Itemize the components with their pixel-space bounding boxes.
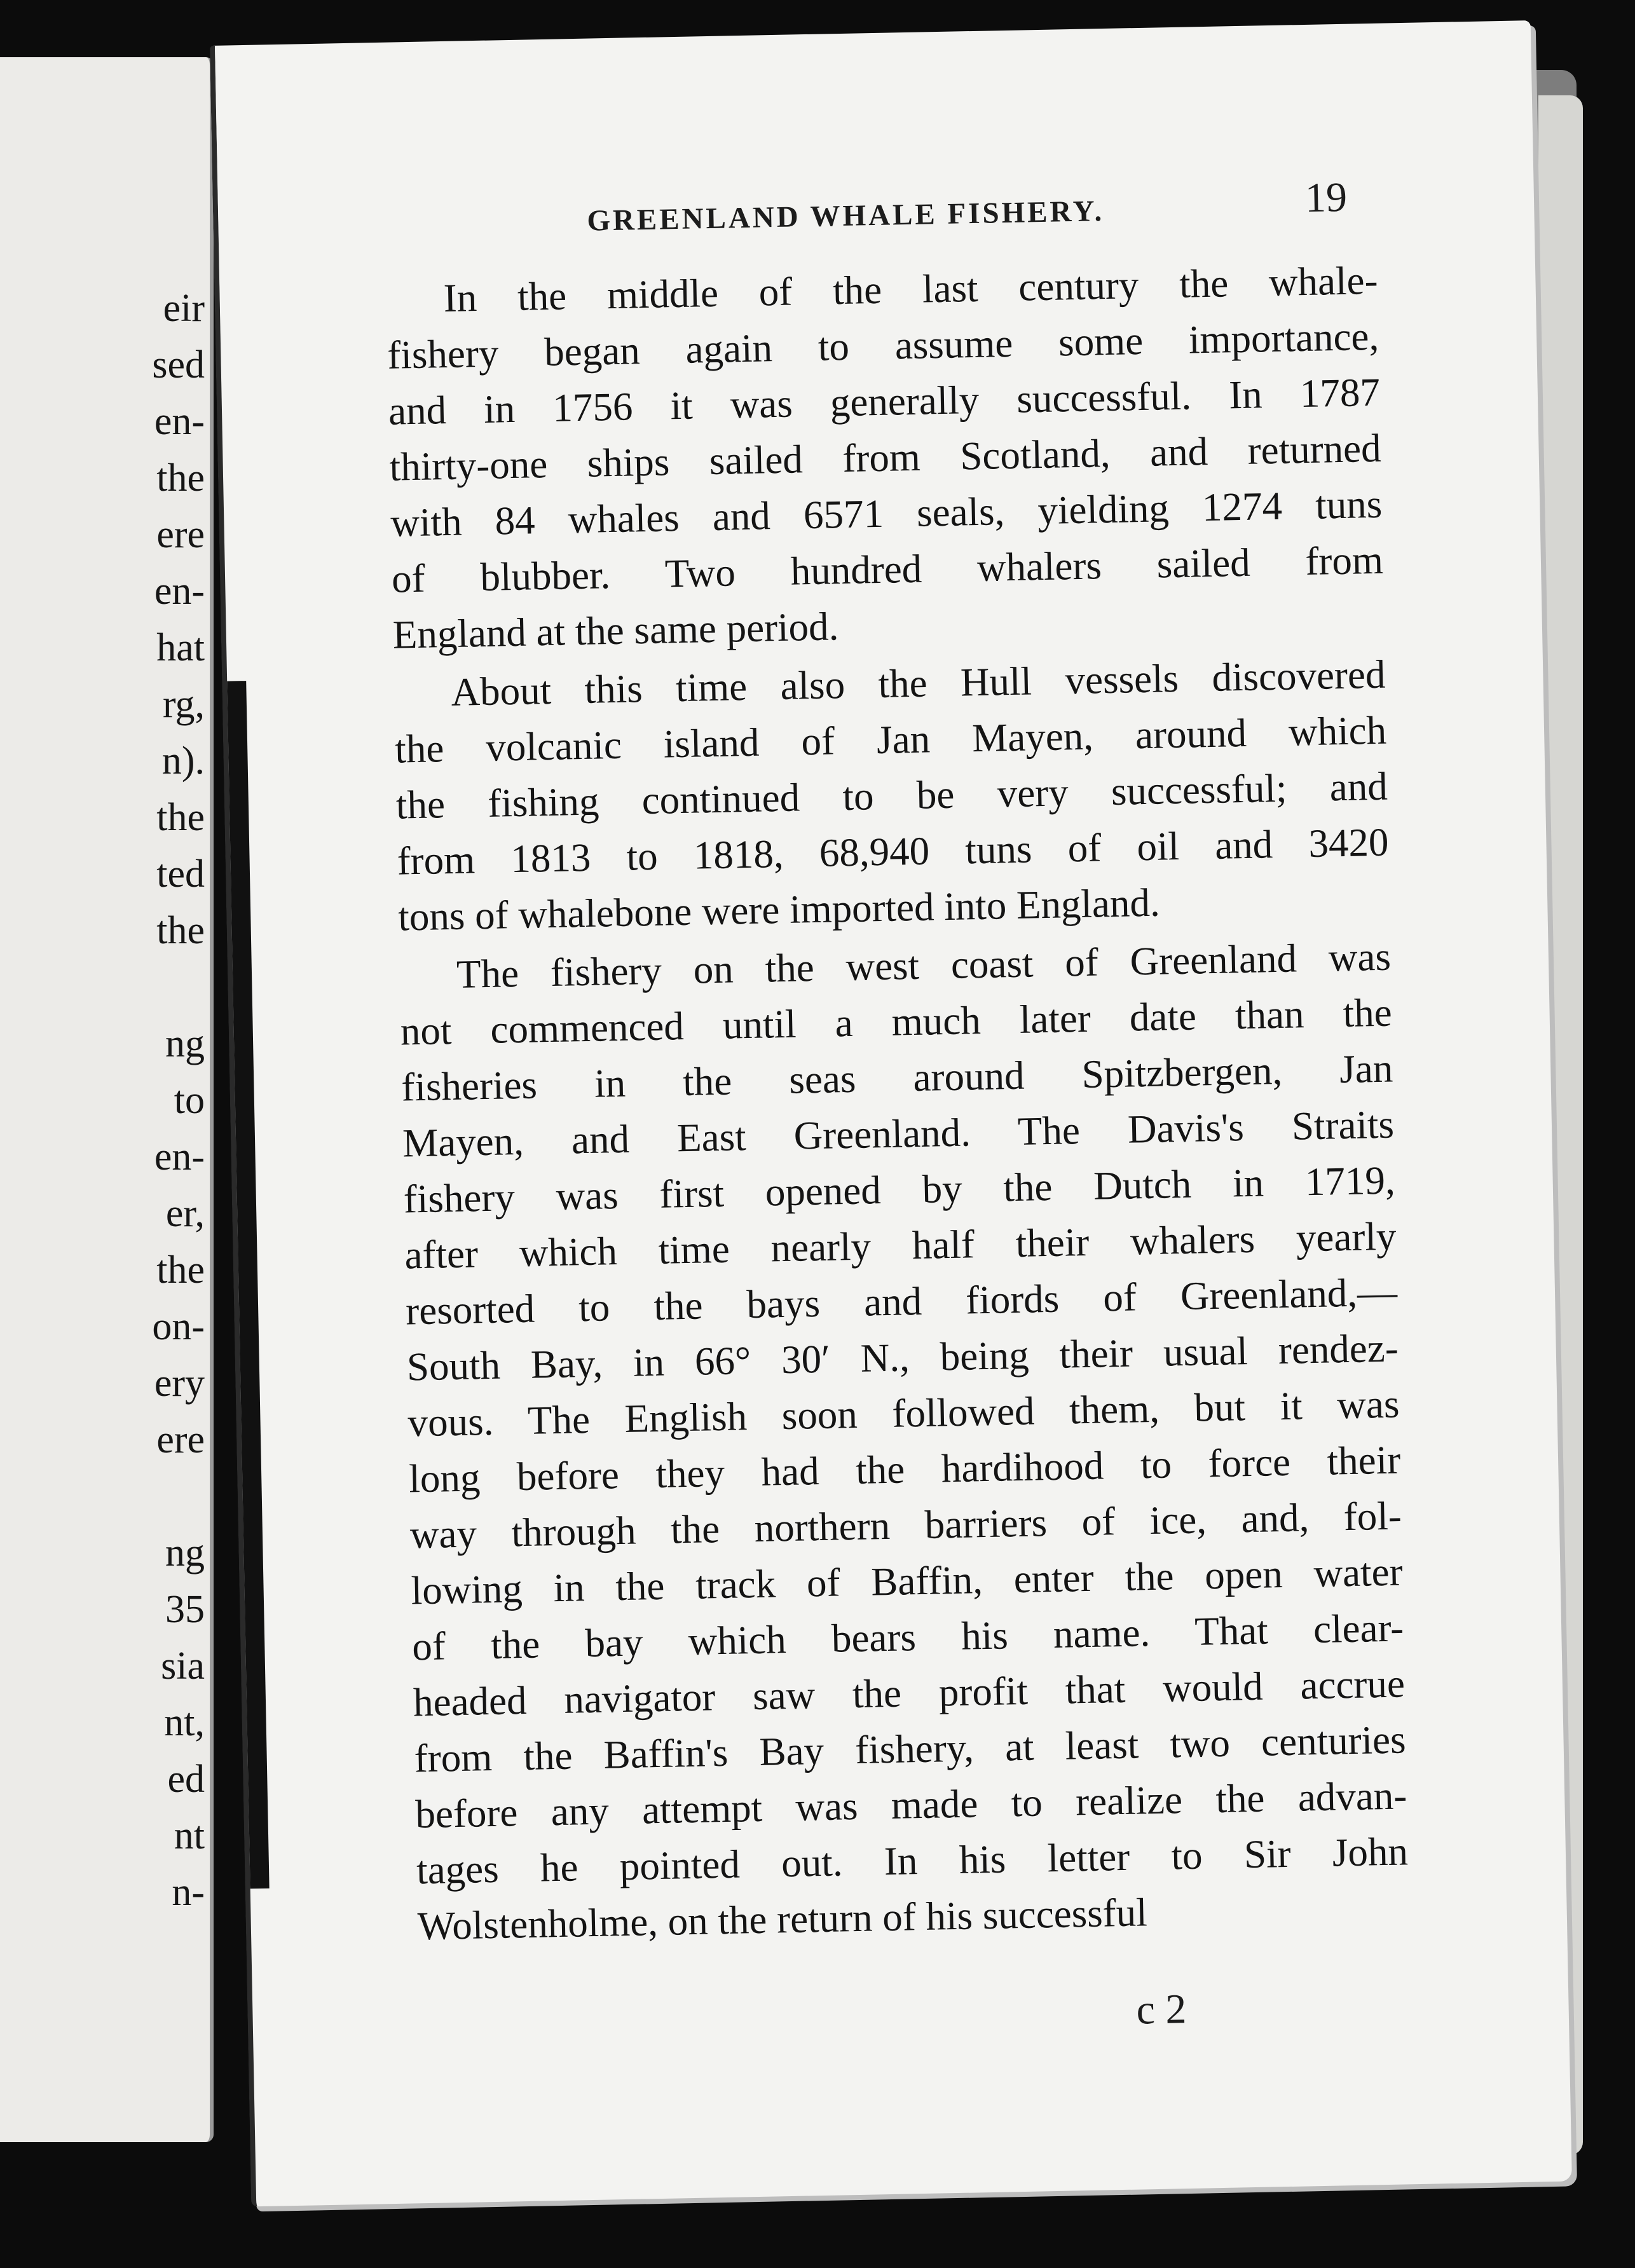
text-line: thirty-one ships sailed from Scotland, and returned <box>389 425 1382 489</box>
binding-gutter <box>227 681 269 1889</box>
signature-mark: c 2 <box>1135 1986 1187 2033</box>
text-line: way through the northern barriers of ice, and, fol- <box>409 1493 1402 1557</box>
paragraph <box>399 929 1409 1955</box>
text-line: lowing in the track of Baffin, enter the open water <box>411 1549 1404 1613</box>
left-page-fragment: ere <box>156 1418 205 1461</box>
left-page-fragment: the <box>156 456 205 500</box>
left-page-fragment: sed <box>152 343 205 386</box>
text-line: resorted to the bays and fiords of Greenland,— <box>405 1269 1398 1334</box>
text-line: fishery was first opened by the Dutch in 1719, <box>403 1158 1396 1222</box>
text-line: from the Baffin's Bay fishery, at least two centuries <box>414 1717 1407 1781</box>
left-page-fragment: ed <box>167 1758 205 1801</box>
left-page-fragment: ery <box>154 1362 205 1405</box>
text-line: long before they had the hardihood to force their <box>408 1437 1401 1501</box>
left-page-fragment: on- <box>152 1305 205 1348</box>
left-page-fragment: ted <box>156 852 205 896</box>
text-line: from 1813 to 1818, 68,940 tuns of oil and 3420 <box>397 819 1390 884</box>
right-page <box>210 20 1572 2206</box>
left-page-fragment: ng <box>165 1531 205 1575</box>
text-line: The fishery on the west coast of Greenland was <box>456 934 1392 997</box>
left-page-fragment: ng <box>165 1022 205 1065</box>
body-text <box>386 252 1410 1954</box>
text-line: tons of whalebone were imported into England. <box>397 880 1161 939</box>
text-line: with 84 whales and 6571 seals, yielding 1274 tuns <box>390 481 1383 545</box>
left-page-fragment: eir <box>163 287 205 330</box>
paragraph <box>386 252 1385 663</box>
text-line: after which time nearly half their whalers yearly <box>404 1213 1397 1278</box>
page-number: 19 <box>1304 174 1348 221</box>
left-page-fragment: rg, <box>162 683 205 726</box>
text-line: the fishing continued to be very successful; and <box>395 763 1388 828</box>
left-page-fragment: en- <box>154 1135 205 1178</box>
left-page-fragment: the <box>156 796 205 839</box>
left-page-fragment: hat <box>156 626 205 669</box>
paragraph <box>393 646 1390 945</box>
text-line: fisheries in the seas around Spitzbergen, Jan <box>400 1046 1393 1110</box>
text-line: the volcanic island of Jan Mayen, around which <box>394 707 1387 772</box>
left-page-fragment: sia <box>161 1644 205 1688</box>
running-head: GREENLAND WHALE FISHERY. <box>586 195 1105 238</box>
left-page-fragment: to <box>174 1079 205 1122</box>
left-page <box>0 57 214 2142</box>
left-page-fragment: 35 <box>165 1588 205 1631</box>
left-page-fragment: the <box>156 909 205 952</box>
left-page-fragment: er, <box>165 1192 205 1235</box>
left-page-fragment: n- <box>172 1871 205 1914</box>
left-page-fragment: the <box>156 1248 205 1292</box>
left-page-fragment: nt, <box>164 1701 205 1744</box>
text-line: and in 1756 it was generally successful. In 1787 <box>388 369 1381 434</box>
text-line: About this time also the Hull vessels discovered <box>450 652 1386 714</box>
text-line: Mayen, and East Greenland. The Davis's Straits <box>402 1102 1395 1166</box>
left-page-fragment: n). <box>161 739 205 782</box>
text-line: In the middle of the last century the whale- <box>443 257 1379 321</box>
text-line: vous. The English soon followed them, but it was <box>407 1381 1400 1445</box>
left-page-fragment: en- <box>154 570 205 613</box>
text-line: England at the same period. <box>392 604 839 657</box>
text-line: before any attempt was made to realize the advan- <box>414 1773 1407 1837</box>
left-page-fragment: nt <box>174 1814 205 1857</box>
text-line: not commenced until a much later date than the <box>400 990 1393 1054</box>
text-line: headed navigator saw the profit that would accrue <box>413 1661 1406 1725</box>
text-line: South Bay, in 66° 30′ N., being their usual rendez- <box>406 1325 1399 1390</box>
text-line: of blubber. Two hundred whalers sailed from <box>391 537 1384 601</box>
text-line: of the bay which bears his name. That clear- <box>411 1605 1404 1669</box>
text-line: Wolstenholme, on the return of his successful <box>417 1890 1148 1949</box>
left-page-fragment: ere <box>156 513 205 556</box>
left-page-fragment: en- <box>154 400 205 443</box>
text-line: fishery began again to assume some importance, <box>387 313 1379 378</box>
text-line: tages he pointed out. In his letter to Sir John <box>416 1829 1409 1893</box>
